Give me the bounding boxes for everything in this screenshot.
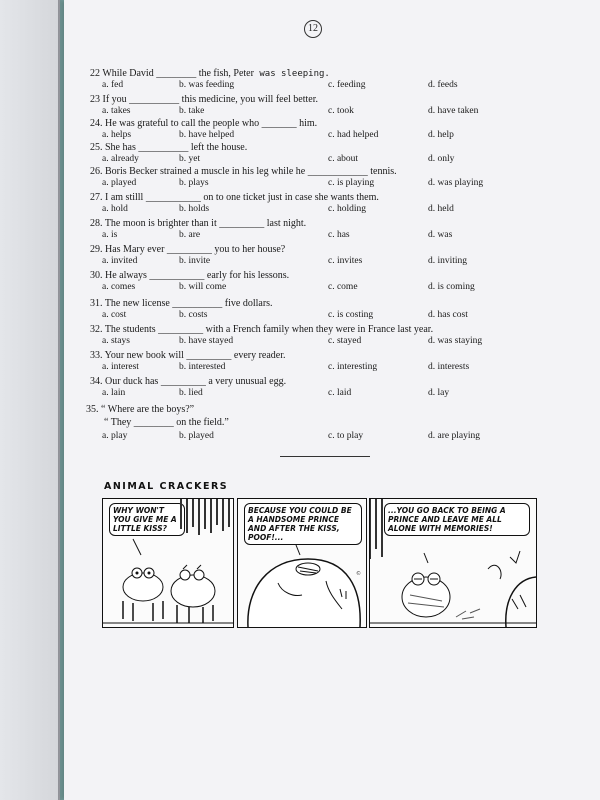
- question-stem: [90, 218, 306, 229]
- answer-option-c: c. feeding: [328, 80, 366, 90]
- answer-option-a: a. invited: [102, 256, 138, 266]
- answer-option-a: a. hold: [102, 204, 128, 214]
- underlying-page: [0, 0, 60, 800]
- handwritten-answer: was sleeping.: [253, 69, 330, 79]
- answer-option-c: c. laid: [328, 388, 352, 398]
- answer-option-d: d. lay: [428, 388, 450, 398]
- question-text: 28. The moon is brighter than it _________ last night.: [90, 218, 307, 229]
- question-stem: [90, 376, 286, 387]
- answer-option-c: c. invites: [328, 256, 363, 266]
- question-text: 33. Your new book will _________ every reader.: [90, 350, 286, 361]
- answer-option-b: b. plays: [179, 178, 209, 188]
- question-text: 31. The new license __________ five dollars.: [90, 298, 273, 309]
- answer-option-b: b. interested: [179, 362, 226, 372]
- answer-option-c: c. has: [328, 230, 350, 240]
- answer-option-a: a. is: [102, 230, 118, 240]
- answer-option-b: b. have stayed: [179, 336, 234, 346]
- answer-option-c: c. had helped: [328, 130, 379, 140]
- worksheet-page: [64, 0, 600, 800]
- elephant-drawing: [238, 499, 366, 627]
- page-number: 12: [304, 20, 322, 38]
- answer-option-a: a. stays: [102, 336, 130, 346]
- question-stem: [90, 350, 286, 361]
- answer-option-b: b. was feeding: [179, 80, 235, 90]
- answer-option-a: a. lain: [102, 388, 126, 398]
- crying-frog-drawing: [370, 499, 536, 627]
- question-text: 34. Our duck has _________ a very unusual egg.: [90, 376, 287, 387]
- question-text: 27. I am stilll ___________ on to one ticket just in case she wants them.: [90, 192, 379, 203]
- answer-option-a: a. takes: [102, 106, 131, 116]
- answer-option-b: b. costs: [179, 310, 208, 320]
- answer-option-b: b. holds: [179, 204, 210, 214]
- answer-option-c: c. took: [328, 106, 354, 116]
- answer-option-d: d. only: [428, 154, 455, 164]
- answer-option-a: a. helps: [102, 130, 132, 140]
- speech-bubble-3: ...YOU GO BACK TO BEING A PRINCE AND LEAVE ME ALL ALONE WITH MEMORIES!: [384, 503, 530, 536]
- question-stem: [90, 298, 273, 309]
- question-text-continued: “ They ________ on the field.”: [104, 417, 229, 428]
- comic-title: ANIMAL CRACKERS: [104, 481, 229, 492]
- frog-couple-drawing: [103, 499, 233, 627]
- answer-option-b: b. take: [179, 106, 205, 116]
- answer-option-a: a. already: [102, 154, 139, 164]
- answer-option-d: d. was staying: [428, 336, 483, 346]
- question-stem: [90, 324, 433, 335]
- answer-option-d: d. are playing: [428, 431, 480, 441]
- answer-option-a: a. played: [102, 178, 137, 188]
- answer-option-b: b. played: [179, 431, 214, 441]
- comic-panel-1: [102, 498, 234, 628]
- answer-option-b: b. will come: [179, 282, 227, 292]
- answer-option-d: d. was: [428, 230, 453, 240]
- question-stem: [86, 404, 194, 415]
- question-stem: [90, 192, 379, 203]
- answer-option-d: d. held: [428, 204, 454, 214]
- answer-option-d: d. interests: [428, 362, 470, 372]
- answer-option-a: a. comes: [102, 282, 136, 292]
- question-text: 35. “ Where are the boys?”: [86, 404, 195, 415]
- answer-option-d: d. inviting: [428, 256, 468, 266]
- question-text: 32. The students _________ with a French family when they were in France last year.: [90, 324, 434, 335]
- question-stem: [90, 142, 247, 153]
- answer-option-b: b. lied: [179, 388, 203, 398]
- answer-option-c: c. holding: [328, 204, 366, 214]
- question-text: 26. Boris Becker strained a muscle in his leg while he ____________ tennis.: [90, 166, 397, 177]
- answer-option-d: d. was playing: [428, 178, 484, 188]
- answer-option-c: c. is playing: [328, 178, 375, 188]
- question-text: 29. Has Mary ever _________ you to her house?: [90, 244, 286, 255]
- question-stem: [90, 118, 317, 129]
- speech-bubble-1: WHY WON'T YOU GIVE ME A LITTLE KISS?: [109, 503, 185, 536]
- answer-option-c: c. stayed: [328, 336, 362, 346]
- answer-option-c: c. about: [328, 154, 359, 164]
- question-text: 23 If you __________ this medicine, you will feel better.: [90, 94, 319, 105]
- answer-option-d: d. is coming: [428, 282, 475, 292]
- answer-option-c: c. is costing: [328, 310, 374, 320]
- answer-option-b: b. have helped: [179, 130, 235, 140]
- comic-panel-3: [369, 498, 537, 628]
- answer-option-d: d. help: [428, 130, 454, 140]
- answer-option-b: b. are: [179, 230, 201, 240]
- answer-option-c: c. interesting: [328, 362, 378, 372]
- end-rule: [280, 456, 370, 457]
- answer-option-a: a. play: [102, 431, 128, 441]
- answer-option-a: a. interest: [102, 362, 139, 372]
- syndicate-credit: ©: [356, 571, 361, 577]
- answer-option-c: c. to play: [328, 431, 364, 441]
- question-stem: [90, 94, 318, 105]
- question-stem: [90, 244, 285, 255]
- comic-panel-2: [237, 498, 367, 628]
- answer-option-d: d. has cost: [428, 310, 468, 320]
- answer-option-d: d. feeds: [428, 80, 458, 90]
- question-text: 30. He always ___________ early for his lessons.: [90, 270, 290, 281]
- answer-option-c: c. come: [328, 282, 358, 292]
- speech-bubble-2: BECAUSE YOU COULD BE A HANDSOME PRINCE AND AFTER THE KISS, POOF!...: [244, 503, 362, 545]
- answer-option-a: a. cost: [102, 310, 127, 320]
- answer-option-a: a. fed: [102, 80, 124, 90]
- question-stem: [90, 166, 397, 177]
- answer-option-d: d. have taken: [428, 106, 479, 116]
- question-stem: [90, 270, 289, 281]
- question-text: 22 While David ________ the fish, Peter: [90, 68, 254, 79]
- question-stem: [90, 68, 330, 79]
- question-text: 25. She has __________ left the house.: [90, 142, 248, 153]
- answer-option-b: b. yet: [179, 154, 201, 164]
- answer-option-b: b. invite: [179, 256, 211, 266]
- question-text: 24. He was grateful to call the people who _______ him.: [90, 118, 318, 129]
